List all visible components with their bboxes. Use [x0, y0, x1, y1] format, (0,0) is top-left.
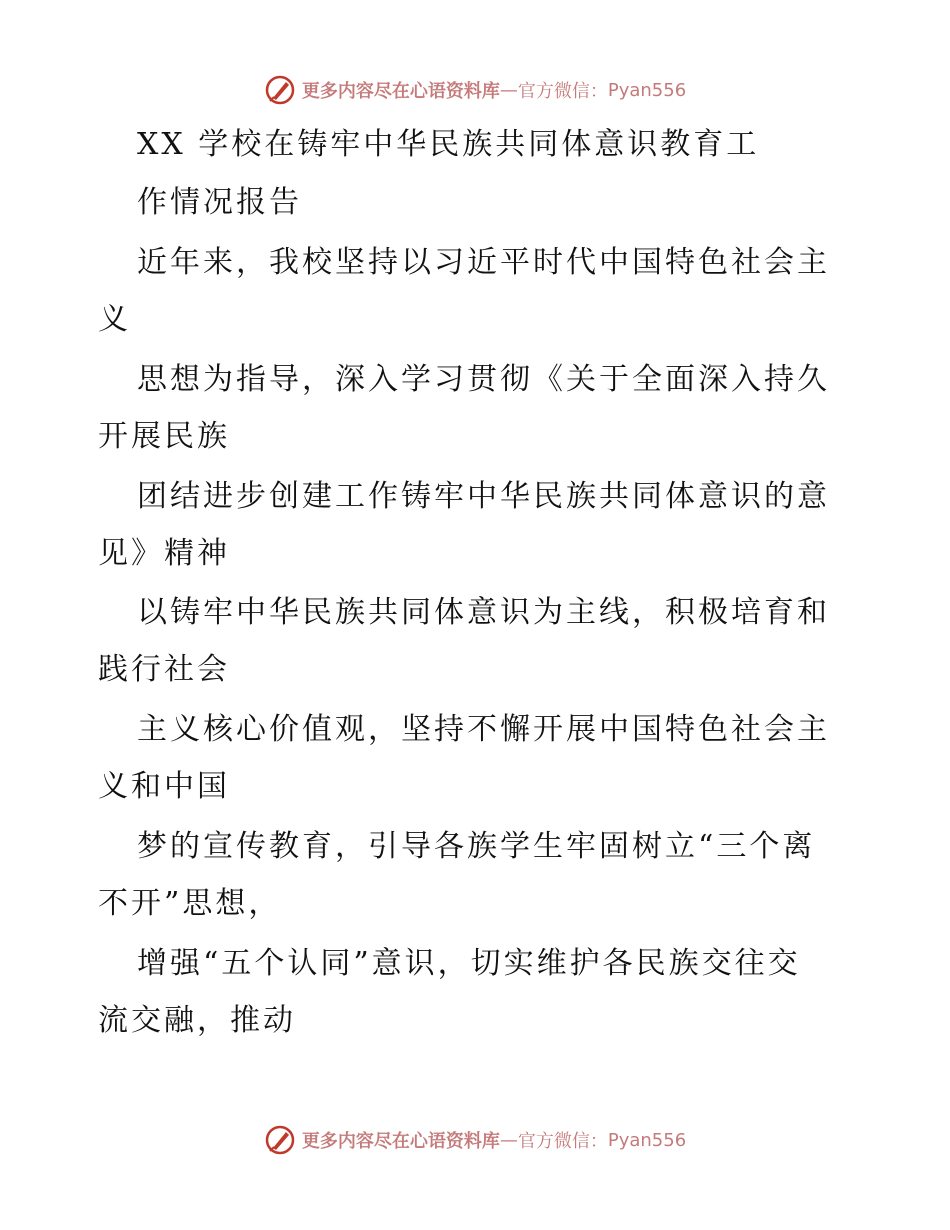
paragraph-line: 以铸牢中华民族共同体意识为主线，积极培育和	[137, 595, 830, 630]
paragraph-line: 近年来，我校坚持以习近平时代中国特色社会主	[137, 245, 830, 280]
quill-logo-icon	[264, 1124, 296, 1156]
watermark-separator: —	[499, 79, 518, 101]
paragraph-line: 见》精神	[98, 536, 230, 571]
paragraph-line: 义	[98, 302, 131, 337]
paragraph-line: 义和中国	[98, 769, 230, 804]
title-line-1: XX 学校在铸牢中华民族共同体意识教育工	[137, 127, 760, 162]
paragraph-line: 增强“五个认同”意识，切实维护各民族交往交	[137, 946, 801, 981]
paragraph-line: 梦的宣传教育，引导各族学生牢固树立“三个离	[137, 829, 816, 864]
watermark-separator: —	[499, 1129, 518, 1151]
watermark-wechat-id: Pyan556	[607, 1129, 687, 1151]
watermark-wechat-id: Pyan556	[607, 79, 687, 101]
title-line-2: 作情况报告	[137, 185, 302, 220]
paragraph-line: 流交融，推动	[98, 1003, 296, 1038]
paragraph-line: 开展民族	[98, 419, 230, 454]
paragraph-line: 团结进步创建工作铸牢中华民族共同体意识的意	[137, 479, 830, 514]
paragraph-line: 践行社会	[98, 652, 230, 687]
watermark-wechat-label: 官方微信：	[517, 1131, 608, 1152]
watermark-main-text: 更多内容尽在心语资料库	[301, 1131, 500, 1152]
paragraph-line: 主义核心价值观，坚持不懈开展中国特色社会主	[137, 712, 830, 747]
footer-watermark	[0, 1120, 950, 1160]
paragraph-line: 不开”思想，	[98, 886, 282, 921]
watermark-wechat-label: 官方微信：	[517, 81, 608, 102]
watermark-main-text: 更多内容尽在心语资料库	[301, 81, 500, 102]
paragraph-line: 思想为指导，深入学习贯彻《关于全面深入持久	[137, 362, 830, 397]
